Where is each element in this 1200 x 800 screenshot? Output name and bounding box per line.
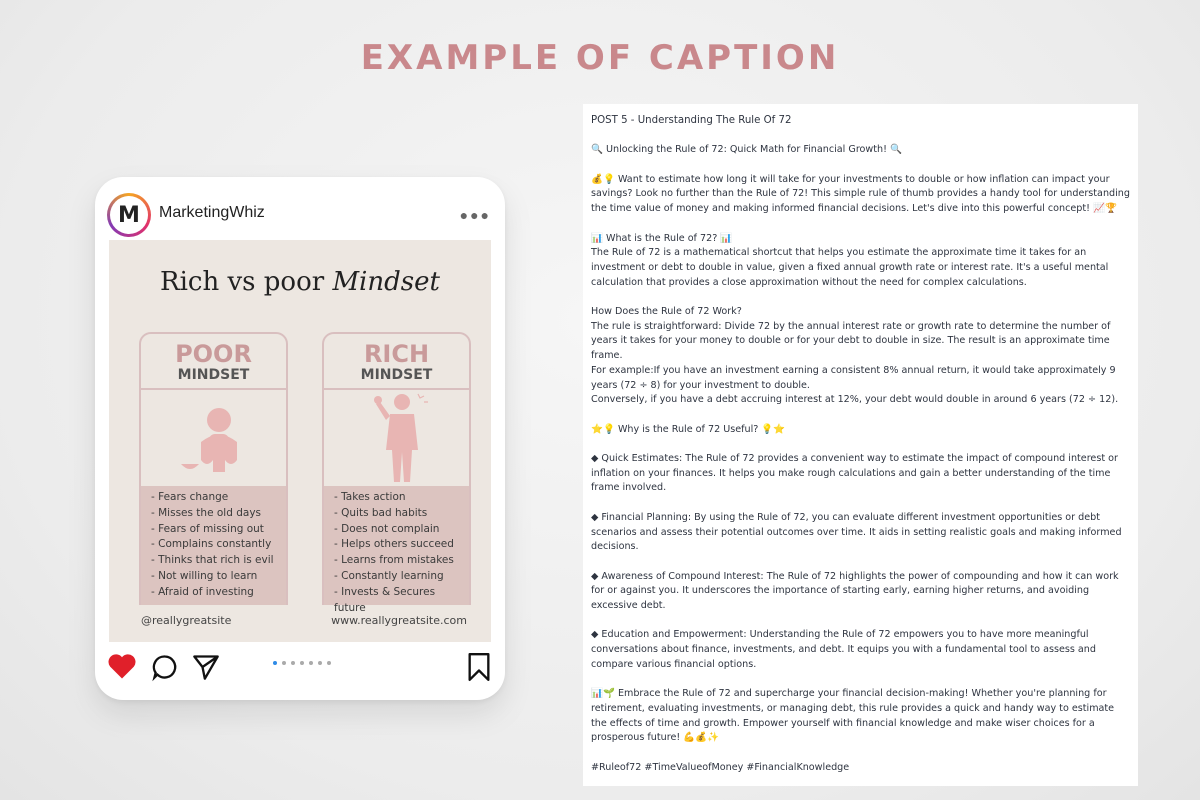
poor-trait: - Complains constantly [151, 538, 272, 551]
rich-trait: - Helps others succeed [334, 538, 454, 551]
poor-trait: - Thinks that rich is evil [151, 554, 274, 567]
carousel-dot [282, 661, 286, 665]
carousel-dot [309, 661, 313, 665]
instagram-post-card [95, 177, 505, 700]
caption-paragraph: How Does the Rule of 72 Work? The rule is straightforward: Divide 72 by the annual interest rate or growth rate to determine the number of years it takes for your money to double or for your debt to double in size. The result is an approximate time frame. For example:If you have an investment earning a consistent 8% annual return, it would take approximately 9 years (72 ÷ 8) for your investment to double. Conversely, if you have a debt accruing interest at 12%, your debt would double in around 6 years (72 ÷ 12). [591, 306, 1119, 406]
rich-trait: - Invests & Secures future [334, 585, 436, 614]
poor-trait: - Fears of missing out [151, 522, 264, 535]
site-handle: @reallygreatsite [141, 614, 232, 627]
page-heading: EXAMPLE OF CAPTION [360, 38, 840, 78]
carousel-dot [300, 661, 304, 665]
rich-trait: - Learns from mistakes [334, 554, 454, 567]
poor-trait: - Afraid of investing [151, 585, 254, 598]
rich-trait: - Takes action [334, 491, 406, 503]
poor-trait: - Misses the old days [151, 506, 262, 519]
caption-paragraph: ◆ Quick Estimates: The Rule of 72 provides a convenient way to estimate the impact of compound interest or inflation on your finances. It helps you make rough calculations and gain a better understanding of the time frame involved. [591, 453, 1122, 494]
share-icon[interactable] [192, 653, 220, 686]
comment-icon[interactable] [151, 653, 179, 686]
heart-icon[interactable] [107, 652, 137, 685]
caption-title: POST 5 - Understanding The Rule Of 72 [591, 115, 792, 126]
username[interactable]: MarketingWhiz [159, 204, 265, 221]
post-image-title [109, 267, 491, 297]
poor-trait: - Not willing to learn [151, 569, 258, 582]
title-plain: Rich vs poor [160, 267, 333, 297]
avatar[interactable] [107, 193, 151, 237]
rich-mindset-label: MINDSET [360, 367, 433, 383]
carousel-dot [327, 661, 331, 665]
more-dots-icon[interactable]: ●●● [459, 207, 491, 223]
caption-paragraph: ⭐💡 Why is the Rule of 72 Useful? 💡⭐ [591, 423, 786, 435]
poor-column-header [141, 334, 286, 390]
poor-trait: - Fears change [151, 491, 229, 503]
caption-paragraph: ◆ Awareness of Compound Interest: The Rule of 72 highlights the power of compounding and how it can work for or against you. It underscores the importance of starting early, earning higher returns, and avoiding excessive debt. [591, 570, 1122, 612]
carousel-indicator [273, 661, 331, 665]
rich-trait: - Quits bad habits [334, 506, 428, 519]
carousel-dot-active [273, 661, 277, 665]
poor-label: POOR [175, 340, 252, 368]
caption-paragraph: 🔍 Unlocking the Rule of 72: Quick Math for Financial Growth! 🔍 [591, 144, 902, 156]
rich-mindset-column [322, 332, 471, 614]
rich-traits-list [324, 486, 469, 614]
rich-label: RICH [363, 340, 430, 368]
avatar-letter: M [110, 196, 148, 234]
site-url: www.reallygreatsite.com [331, 614, 467, 627]
post-image [109, 240, 491, 642]
caption-panel [583, 104, 1138, 786]
caption-hashtags: #Ruleof72 #TimeValueofMoney #FinancialKnowledge [591, 761, 850, 773]
carousel-dot [291, 661, 295, 665]
bookmark-icon[interactable] [467, 653, 491, 686]
successful-person-illustration [324, 390, 469, 486]
caption-paragraph: 💰💡 Want to estimate how long it will take for your investments to double or how inflation can impact your savings? Look no further than the Rule of 72! This simple rule of thumb provides a handy tool for understanding the time value of money and making informed financial decisions. Let's dive into this powerful concept! 📈🏆 [591, 173, 1134, 215]
poor-mindset-label: MINDSET [177, 367, 250, 383]
caption-paragraph: 📊🌱 Embrace the Rule of 72 and supercharge your financial decision-making! Whether you're planning for retirement, evaluating investments, or managing debt, this rule provides a quick and handy way to estimate the effects of time and growth. Empower yourself with financial knowledge and make wiser choices for a prosperous future! 💪💰✨ [591, 688, 1118, 744]
sad-person-illustration [141, 390, 286, 486]
rich-column-header [324, 334, 469, 390]
title-italic: Mindset [332, 267, 440, 297]
caption-paragraph: ◆ Education and Empowerment: Understanding the Rule of 72 empowers you to have more meaningful conversations about finance, investments, and debt. It equips you with a fundamental tool to assess and compare various financial options. [591, 629, 1100, 670]
caption-paragraph: 📊 What is the Rule of 72? 📊 The Rule of 72 is a mathematical shortcut that helps you estimate the approximate time it takes for an investment or debt to double in value, given a fixed annual growth rate or interest rate. It's a useful mental calculation that provides a close approximation without the need for complex calculations. [591, 232, 1109, 288]
carousel-dot [318, 661, 322, 665]
rich-trait: - Does not complain [334, 522, 440, 535]
caption-paragraph: ◆ Financial Planning: By using the Rule of 72, you can evaluate different investment opportunities or debt scenarios and assess their potential outcomes over time. It aids in setting realistic goals and making informed decisions. [591, 511, 1125, 553]
poor-mindset-column [139, 332, 288, 605]
rich-trait: - Constantly learning [334, 569, 444, 582]
poor-traits-list [141, 486, 286, 605]
